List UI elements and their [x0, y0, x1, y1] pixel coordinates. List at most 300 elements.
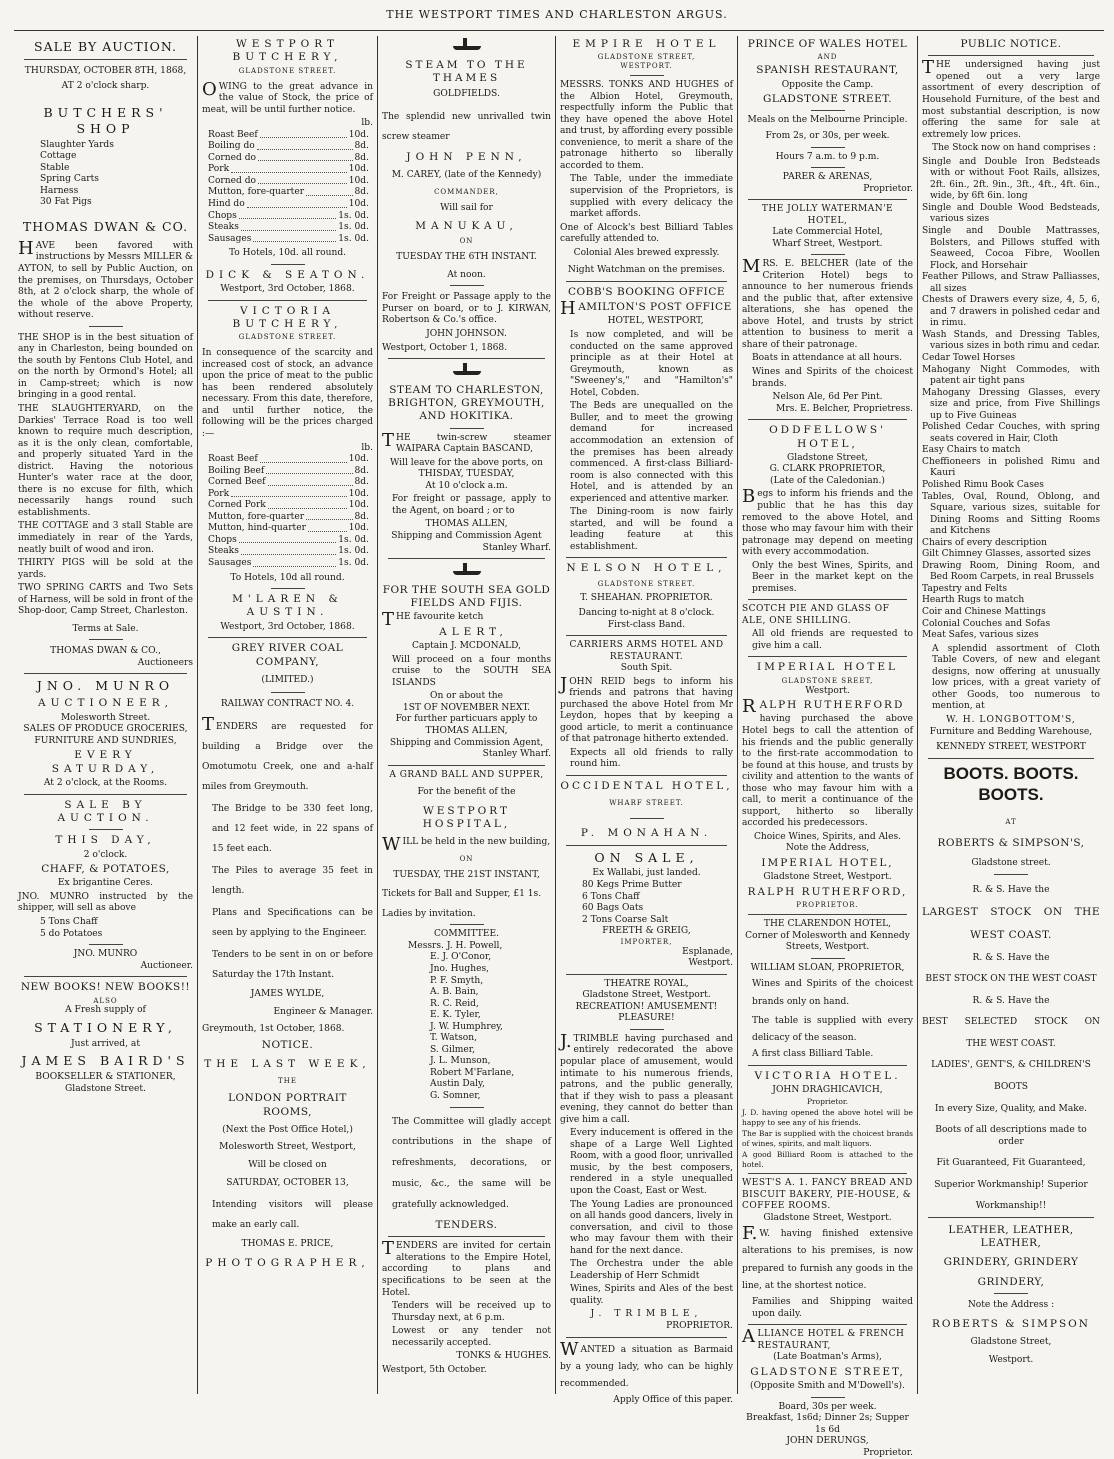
rule — [566, 775, 727, 776]
ad-address: Gladstone Street. — [65, 1083, 146, 1094]
rule — [811, 958, 845, 959]
furniture-item: Single and Double Iron Bedsteads with or without Foot Rails, allsizes, 2ft. 6in., 2ft. 9in., 3ft., 4ft., 4ft. 6in., wide, by 6ft 6in. long — [922, 156, 1100, 202]
ad-signature: PARER & ARENAS, — [782, 172, 873, 183]
ad-body: In consequence of the scarcity and increased cost of stock, an advance upon the price of meat to the public has been rendered absolutely necessary. From this date, therefore, and until further notice, the following will be the prices charged :— — [202, 348, 373, 439]
price-row — [202, 558, 373, 570]
ad-title: THE JOLLY WATERMAN'E HOTEL, — [761, 204, 894, 226]
rule — [630, 1029, 664, 1030]
furniture-item: Meat Safes, various sizes — [922, 630, 1039, 641]
price-value: 10d. — [348, 129, 369, 140]
ad-sale-by-auction — [18, 39, 193, 669]
ad-date: Westport, 5th October. — [382, 1364, 487, 1375]
ad-paragraph: Families and Shipping waited upon daily. — [752, 1297, 913, 1319]
price-value: 8d. — [354, 465, 369, 476]
rule — [388, 358, 545, 359]
ad-paragraph: The Piles to average 35 feet in length. — [212, 866, 373, 897]
rule — [89, 829, 123, 830]
leader-dots — [258, 153, 352, 162]
price-item: Pork — [208, 488, 230, 499]
ad-line: Fit Guaranteed, Fit Guaranteed, — [936, 1158, 1086, 1169]
ad-proprietor: P. MONAHAN. — [580, 827, 713, 840]
rule — [811, 254, 845, 255]
bookseller-name: JAMES BAIRD'S — [21, 1053, 190, 1069]
studio-name: LONDON PORTRAIT ROOMS, — [228, 1092, 347, 1118]
ad-date: 1ST OF NOVEMBER NEXT. — [402, 702, 531, 713]
ad-body: WANTED a situation as Barmaid by a young lady, who can be highly recommended. — [560, 1338, 733, 1390]
rule — [811, 110, 845, 111]
price-row — [202, 523, 373, 535]
ad-time: At noon. — [447, 269, 486, 280]
leader-dots — [247, 199, 347, 208]
list-item: 2 Tons Coarse Salt — [582, 914, 669, 925]
rule — [24, 976, 187, 977]
ad-paragraph: Expects all old friends to rally round him. — [570, 747, 733, 770]
ad-at: AT — [1005, 817, 1017, 826]
ad-title: ODDFELLOWS' HOTEL, — [769, 424, 886, 450]
ad-title: NELSON HOTEL, — [566, 562, 727, 575]
ad-tenders — [382, 1219, 551, 1376]
ad-paragraph: Wines and Spirits of the choicest brands only on hand. — [752, 979, 913, 1007]
ad-victoria-butchery — [202, 305, 373, 634]
price-value: 8d. — [354, 511, 369, 522]
ship-icon — [382, 38, 551, 57]
rule — [748, 419, 907, 420]
ad-body: HAVE been favored with instructions by Messrs MILLER & AYTON, to sell by Public Auction, on the premises, on Thursdays, October 8th, at 2 o'clock sharp, the whole of the whole of the above Property, without reserve. — [18, 237, 193, 321]
price-item: Corned Pork — [208, 500, 266, 511]
furniture-item: Colonial Couches and Sofas — [922, 618, 1051, 629]
ad-title: CARRIERS ARMS HOTEL AND RESTAURANT. — [569, 640, 724, 662]
ad-line: Nelson Ale, 6d Per Pint. — [772, 392, 883, 403]
price-row — [202, 176, 373, 188]
ad-nelson-hotel — [560, 562, 733, 631]
ad-body: J.TRIMBLE having purchased and entirely redecorated the above popular place of amusement, would intimate to his numerous friends, patrons, and the public generally, that if they wish to pass a pleasant evening, they cannot do better than give him a call. — [560, 1030, 733, 1125]
ad-title: PRINCE OF WALES HOTEL — [747, 38, 908, 50]
price-value: 1s. 0d. — [338, 222, 369, 233]
ad-signature: THOMAS ALLEN, — [425, 519, 508, 530]
committee-member: J. L. Munson, — [430, 1056, 491, 1067]
committee-member: G. Somner, — [430, 1090, 481, 1101]
ad-trade: PHOTOGRAPHER, — [205, 1256, 370, 1269]
ad-signature: THOMAS DWAN & CO., — [50, 646, 161, 657]
ad-south-sea — [382, 563, 551, 761]
rule — [450, 924, 484, 925]
list-item: 5 Tons Chaff — [40, 917, 98, 928]
ad-signature-title: Proprietor. — [863, 183, 913, 194]
column-2 — [198, 36, 378, 1394]
ad-signature-town: Westport. — [688, 958, 733, 969]
ad-clarendon-hotel — [742, 919, 913, 1061]
price-item: Pork — [208, 164, 230, 175]
ad-signature: J. TRIMBLE, — [590, 1309, 703, 1320]
ad-wests-bakery — [742, 1178, 913, 1320]
ad-tickets: Tickets for Ball and Supper, £1 1s. — [382, 889, 542, 900]
rule — [811, 147, 845, 148]
ad-paragraph: Wines and Spirits of the choicest brands. — [752, 367, 913, 389]
ad-the: THE — [278, 1077, 297, 1086]
rule — [748, 914, 907, 915]
price-item: Mutton, fore-quarter — [208, 511, 305, 522]
rule — [271, 692, 305, 693]
ad-body: Begs to inform his friends and the public that he has this day removed to the above Hotel, and those who may favour him with their patronage may depend on meeting with every accommodation. — [742, 486, 913, 558]
committee-heading: COMMITTEE. — [433, 929, 500, 940]
ad-heading: BUTCHERS' SHOP — [43, 104, 168, 136]
price-value: 8d. — [354, 187, 369, 198]
ad-town: Westport. — [805, 685, 850, 696]
ad-notice-portrait — [202, 1039, 373, 1270]
price-row — [202, 454, 373, 466]
ad-proprietor: WILLIAM SLOAN, PROPRIETOR, — [750, 962, 905, 973]
ship-icon — [382, 363, 551, 382]
rule — [566, 635, 727, 636]
column-5 — [738, 36, 918, 1458]
rule — [450, 428, 484, 429]
ad-title: SALE BY AUCTION. — [34, 39, 177, 54]
ad-town: Westport. — [988, 1354, 1034, 1365]
price-item: Hind do — [208, 199, 245, 209]
furniture-item: Coir and Chinese Mattings — [922, 607, 1046, 618]
column-3 — [378, 36, 556, 1394]
rule — [566, 974, 727, 975]
price-item: Sausages — [208, 557, 252, 568]
furniture-item: Mahogany Night Commodes, with patent air tight pans — [922, 364, 1100, 387]
ad-heading: THE LAST WEEK, — [204, 1058, 371, 1070]
price-item: Steaks — [208, 546, 239, 557]
ad-title: EMPIRE HOTEL — [572, 38, 721, 50]
leader-dots — [308, 523, 347, 532]
furniture-item: Hearth Rugs to match — [922, 595, 1025, 606]
ad-title: OCCIDENTAL HOTEL, — [560, 780, 733, 793]
ad-paragraph: Boats in attendance at all hours. — [752, 353, 903, 364]
leader-dots — [239, 535, 336, 544]
leader-dots — [258, 176, 347, 185]
ad-line: GRINDERY, GRINDERY — [943, 1256, 1079, 1269]
rule — [994, 1293, 1028, 1294]
ad-line: LADIES', GENT'S, & CHILDREN'S — [931, 1060, 1091, 1071]
price-row — [202, 489, 373, 501]
price-row — [202, 130, 373, 142]
ad-apply: Apply Office of this paper. — [613, 1395, 733, 1406]
ad-signature: JNO. MUNRO — [73, 949, 138, 960]
ad-address: GLADSTONE STREET, — [597, 53, 696, 62]
committee-member: R. C. Reid, — [430, 998, 479, 1009]
committee-member: T. Watson, — [430, 1033, 478, 1044]
rule — [89, 639, 123, 640]
ad-line: Note the Address, — [785, 843, 870, 854]
leader-dots — [260, 454, 347, 463]
rule — [89, 944, 123, 945]
ad-trade: BOOKSELLER & STATIONER, — [35, 1072, 176, 1083]
ad-line: Will leave for the above ports, on — [390, 457, 543, 468]
rule — [811, 1397, 845, 1398]
ad-line: (Late Boatman's Arms), — [773, 1352, 882, 1363]
price-row — [202, 141, 373, 153]
rule — [208, 300, 367, 301]
price-value: 8d. — [354, 152, 369, 163]
ad-also: ALSO — [93, 996, 118, 1005]
ad-line: Superior Workmanship! Superior — [934, 1179, 1088, 1190]
ad-body: THE favourite ketch — [382, 609, 484, 631]
ad-line: Hours 7 a.m. to 9 p.m. — [775, 151, 880, 162]
ad-line: Dancing to-night at 8 o'clock. — [578, 608, 715, 619]
ad-signature-addr: Stanley Wharf. — [482, 749, 551, 760]
rule — [994, 874, 1028, 875]
list-item: Cottage — [40, 151, 77, 162]
ad-date: THURSDAY, OCTOBER 8TH, 1868, — [24, 65, 187, 76]
ad-subtitle: GOLDFIELDS. — [433, 89, 500, 100]
price-item: Corned do — [208, 175, 257, 186]
price-value: 10d. — [348, 500, 369, 511]
ad-victoria-hotel — [742, 1070, 913, 1169]
ad-title: NEW BOOKS! NEW BOOKS!! — [20, 981, 191, 994]
price-list — [202, 454, 373, 569]
ad-time: AT 2 o'clock sharp. — [61, 81, 150, 92]
price-row — [202, 477, 373, 489]
ad-title: PUBLIC NOTICE. — [960, 38, 1062, 50]
ad-title: WESTPORT BUTCHERY, — [232, 38, 343, 64]
ad-address: Corner of Molesworth and Kennedy Streets, Westport. — [745, 930, 910, 953]
committee-member: Austin Daly, — [430, 1079, 485, 1090]
ad-title: ON SALE, — [594, 849, 699, 865]
list-item: Harness — [40, 185, 79, 196]
ad-title: WEST'S A. 1. FANCY BREAD AND BISCUIT BAKERY, PIE-HOUSE, & COFFEE ROOMS. — [742, 1178, 913, 1212]
ad-paragraph: The Bridge to be 330 feet long, and 12 feet wide, in 22 spans of 15 feet each. — [212, 804, 373, 855]
ad-paragraph: Tenders will be received up to Thursday next, at 6 p.m. — [392, 1301, 551, 1323]
ad-paragraph: Wines, Spirits and Ales of the best quality. — [570, 1284, 733, 1306]
ad-title: THE CLARENDON HOTEL, — [763, 919, 892, 930]
ad-address: GLADSTONE STREET. — [597, 579, 696, 588]
ad-wanted — [560, 1338, 733, 1407]
ad-proprietor: G. CLARK PROPRIETOR, — [769, 464, 886, 475]
ad-paragraph: Tenders to be sent in on or before Saturday the 17th Instant. — [212, 950, 373, 981]
ad-signature-title: Shipping and Commission Agent — [391, 530, 542, 541]
rule — [271, 588, 305, 589]
ad-carriers-arms — [560, 640, 733, 771]
committee-member: E. K. Tyler, — [430, 1010, 481, 1021]
ad-title: LEATHER, LEATHER, LEATHER, — [948, 1223, 1074, 1250]
price-row — [202, 153, 373, 165]
ad-line: WEST COAST. — [970, 929, 1052, 942]
price-row — [202, 164, 373, 176]
ad-goods: CHAFF, & POTATOES, — [41, 863, 170, 876]
ad-signature-title: Shipping and Commission Agent, — [389, 737, 544, 748]
ad-title: NOTICE. — [261, 1038, 314, 1051]
leader-dots — [239, 211, 336, 220]
furniture-item: Polished Rimu Book Cases — [922, 480, 1044, 491]
ad-steam-charleston — [382, 363, 551, 554]
committee-member: S. Gilmer, — [430, 1044, 476, 1055]
ad-line: Opposite the Camp. — [781, 79, 874, 90]
ad-jolly-waterman — [742, 204, 913, 415]
ad-address: (Next the Post Office Hotel,) — [222, 1124, 353, 1135]
ad-title: IMPERIAL HOTEL — [757, 661, 898, 674]
ad-line: BEST SELECTED STOCK ON — [922, 1017, 1100, 1028]
ad-subtitle: HOTEL, WESTPORT, — [607, 316, 704, 327]
ad-signature: JOHN DERUNGS, — [786, 1436, 869, 1447]
ad-signature-title: PROPRIETOR. — [796, 901, 859, 910]
column-6 — [918, 36, 1104, 1394]
ad-title: COBB'S BOOKING OFFICE — [567, 285, 726, 298]
ad-title: ALLIANCE HOTEL & FRENCH RESTAURANT, — [742, 1326, 905, 1351]
ad-empire-hotel — [560, 38, 733, 277]
ad-line: Meals on the Melbourne Principle. — [747, 115, 908, 126]
price-row — [202, 466, 373, 478]
auctioneer-name: THOMAS DWAN & CO. — [22, 219, 189, 234]
ship-icon — [382, 563, 551, 582]
ad-role: COMMANDER, — [434, 187, 499, 196]
ship-name: JOHN PENN, — [406, 150, 527, 163]
price-value: 10d. — [348, 523, 369, 534]
ad-body: Is now completed, and will be conducted on the same approved principle as at their Hotel at Greymouth, known as "Sweeney's," and "Hamilton's" Hotel, Cobden. — [570, 330, 733, 398]
committee-member: A. B. Bain, — [430, 987, 479, 998]
ad-line: Will be closed on — [248, 1159, 327, 1170]
furniture-item: Wash Stands, and Dressing Tables, various sizes in both rimu and cedar. — [922, 329, 1100, 352]
ad-line: To Hotels, 10d. all round. — [228, 248, 347, 259]
rule — [748, 1324, 907, 1325]
list-item: 5 do Potatoes — [40, 928, 103, 939]
proprietor-name: RALPH RUTHERFORD — [742, 696, 905, 718]
furniture-item: Polished Cedar Couches, with spring seats covered in Hair, Cloth — [922, 422, 1100, 444]
ad-paragraph: Lowest or any tender not necessarily accepted. — [392, 1326, 551, 1348]
ad-body: JNO. MUNRO instructed by the shipper, will sell as above — [18, 891, 193, 914]
ad-date: Westport, 3rd October, 1868. — [220, 621, 355, 632]
ad-line: BOOTS — [993, 1081, 1029, 1092]
ad-signature: JAMES WYLDE, — [250, 989, 325, 1000]
ad-address: Gladstone Street, Westport. — [763, 1212, 892, 1223]
rule — [630, 75, 664, 76]
price-item: Boiling Beef — [208, 465, 265, 476]
leader-dots — [257, 141, 353, 150]
ad-subtitle: SPANISH RESTAURANT, — [756, 64, 899, 77]
list-item: Spring Carts — [40, 174, 99, 185]
price-row — [202, 234, 373, 246]
ad-body: THE twin-screw steamer WAIPARA Captain BASCAND, — [382, 429, 551, 455]
ad-paragraph: Only the best Wines, Spirits, and Beer in the market kept on the premises. — [752, 560, 913, 594]
leader-dots — [241, 546, 336, 555]
rule — [566, 557, 727, 558]
ship-name: ALERT, — [439, 625, 508, 638]
ad-line: In every Size, Quality, and Make. — [934, 1103, 1088, 1114]
ad-title: BOOTS. BOOTS. BOOTS. — [943, 763, 1079, 805]
rule — [24, 794, 187, 795]
price-row — [202, 222, 373, 234]
ad-body: All old friends are requested to give him a call. — [752, 629, 913, 651]
rule — [748, 1065, 907, 1066]
ad-line: Will sail for — [440, 202, 493, 213]
price-value: 10d. — [348, 454, 369, 465]
ad-street: Gladstone Street, Westport. — [763, 872, 892, 883]
ad-body: SALES OF PRODUCE GROCERIES, FURNITURE AND SUNDRIES, — [23, 724, 188, 746]
ad-oddfellows-hotel — [742, 424, 913, 595]
ad-prince-of-wales — [742, 38, 913, 195]
rule — [566, 845, 727, 846]
price-unit: lb. — [361, 442, 373, 453]
price-item: Chops — [208, 534, 237, 545]
price-value: 10d. — [348, 175, 369, 186]
ad-signature-title: Proprietor. — [863, 1447, 913, 1458]
ad-title: A GRAND BALL AND SUPPER, — [389, 769, 544, 780]
ad-imperial-hotel — [742, 661, 913, 910]
ad-grand-ball — [382, 770, 551, 1216]
rule — [928, 758, 1094, 759]
ad-public-notice — [922, 38, 1100, 754]
furniture-item: Single and Double Mattrasses, Bolsters, and Pillows stuffed with Seaweed, Cocoa Fibre, Woollen Flock, and Horsehair — [922, 225, 1100, 271]
rule — [748, 199, 907, 200]
rule — [566, 281, 727, 282]
price-row — [202, 211, 373, 223]
ad-ex: Ex brigantine Ceres. — [57, 878, 154, 889]
price-list — [202, 130, 373, 245]
ad-body: TENDERS are requested for building a Bridge over the Omotumotu Creek, one and a-half miles from Greymouth. — [202, 714, 373, 793]
ad-paragraph: One of Alcock's best Billiard Tables carefully attended to. — [560, 222, 733, 245]
ad-time: At 10 o'clock a.m. — [425, 480, 508, 491]
furniture-item: Single and Double Wood Bedsteads, various sizes — [922, 202, 1100, 225]
ad-signature-title: Furniture and Bedding Warehouse, — [929, 726, 1093, 737]
ad-address: Wharf Street, Westport. — [772, 238, 883, 249]
ad-address: GLADSTONE STREET. — [238, 333, 337, 342]
ad-leather — [922, 1224, 1100, 1366]
price-value: 1s. 0d. — [338, 557, 369, 568]
ad-note: Note the Address : — [967, 1300, 1055, 1311]
ad-line: For further particuars apply to — [395, 714, 538, 725]
list-item: 6 Tons Chaff — [582, 891, 640, 902]
price-value: 8d. — [354, 477, 369, 488]
ad-date: Westport, 3rd October, 1868. — [220, 284, 355, 295]
rule — [24, 59, 187, 60]
ad-line: (Opposite Smith and M'Dowell's). — [750, 1381, 905, 1392]
furniture-item: Easy Chairs to match — [922, 445, 1021, 456]
ad-signature: FREETH & GREIG, — [602, 926, 691, 937]
leader-dots — [231, 164, 347, 173]
price-item: Chops — [208, 210, 237, 221]
ad-body: The splendid new unrivalled twin screw steamer — [382, 111, 551, 142]
furniture-item: Chairs of every description — [922, 537, 1047, 548]
ad-body: J. D. having opened the above hotel will be happy to see any of his friends. — [742, 1108, 913, 1127]
ad-signature: TONKS & HUGHES. — [456, 1351, 551, 1362]
list-item: 60 Bags Oats — [582, 903, 644, 914]
furniture-item: Cedar Towel Horses — [922, 353, 1016, 363]
ad-line: (Late of the Caledonian.) — [770, 475, 885, 486]
leader-dots — [306, 187, 352, 196]
masthead-rule — [14, 30, 1104, 31]
ad-subtitle: (LIMITED.) — [261, 674, 314, 685]
ad-line: Just arrived, at — [71, 1038, 140, 1049]
ad-paragraph: A first class Billiard Table. — [752, 1049, 874, 1060]
leader-dots — [268, 477, 353, 486]
price-item: Corned do — [208, 152, 257, 163]
price-item: Steaks — [208, 222, 239, 233]
ad-auction-chaff — [18, 799, 193, 973]
ad-line: A Fresh supply of — [65, 1005, 146, 1016]
ad-line: BEST STOCK ON THE WEST COAST — [925, 974, 1097, 985]
leader-dots — [266, 466, 352, 475]
ad-line: Ladies by invitation. — [382, 908, 476, 919]
price-item: Roast Beef — [208, 129, 258, 140]
ad-proprietor-title: Proprietor. — [806, 1096, 849, 1106]
ad-boots — [922, 763, 1100, 1213]
leader-dots — [260, 130, 347, 139]
ad-street: Molesworth Street, Westport, — [219, 1142, 356, 1153]
price-value: 10d. — [348, 199, 369, 209]
ad-address: Molesworth Street. — [60, 712, 151, 723]
price-item: Mutton, hind-quarter — [208, 523, 306, 534]
list-item: 30 Fat Pigs — [40, 197, 92, 208]
ad-theatre-royal — [560, 979, 733, 1333]
ad-signature: THOMAS E. PRICE, — [241, 1239, 334, 1250]
ad-westport-butchery — [202, 38, 373, 296]
ad-occidental-hotel — [560, 780, 733, 841]
ad-line: R. & S. Have the — [972, 884, 1050, 895]
rule — [271, 264, 305, 265]
